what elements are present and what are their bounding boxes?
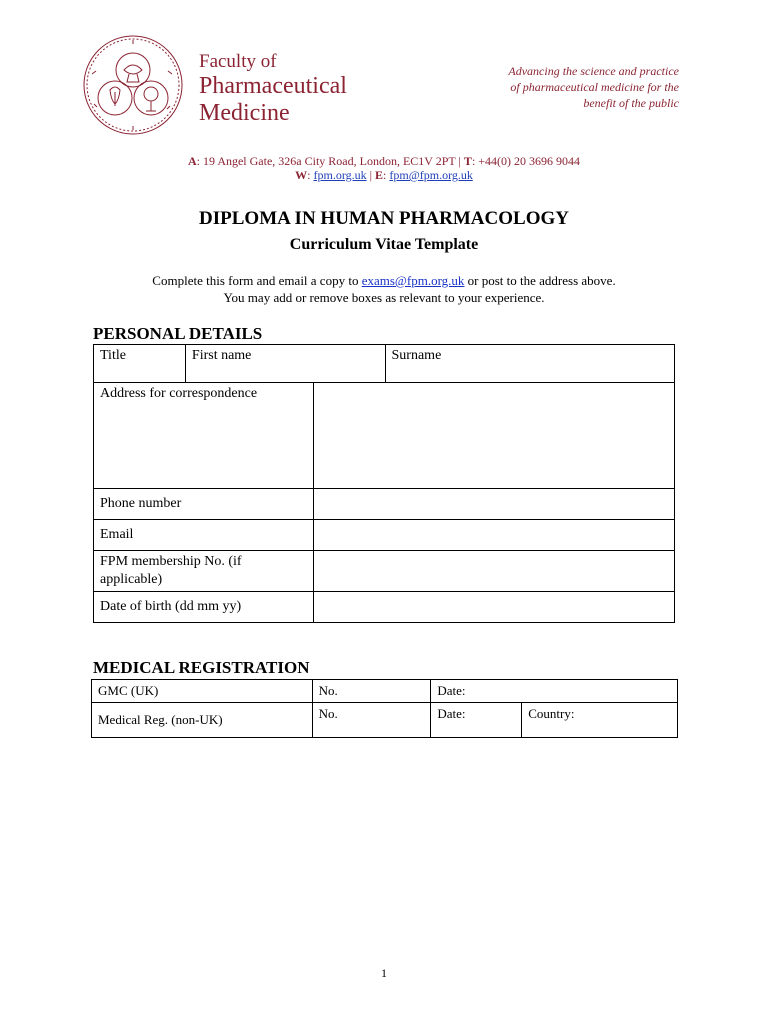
web-label: W [295,168,308,182]
gmc-date-cell[interactable]: Date: [431,680,678,703]
web-link[interactable]: fpm.org.uk [313,168,367,182]
phone-text: : +44(0) 20 3696 9044 [471,154,581,168]
email-label-cell: Email [94,520,314,551]
intro-suffix: or post to the address above. [464,273,616,288]
org-name [199,52,347,125]
email-label: E [375,168,384,182]
personal-details-table [93,344,675,623]
gmc-label-cell: GMC (UK) [92,680,313,703]
address-label: A [187,154,197,168]
phone-input-cell[interactable] [313,489,674,520]
email-separator: | [366,168,375,182]
exams-email-link[interactable]: exams@fpm.org.uk [361,273,465,288]
fpm-logo-emblem [80,34,186,136]
dob-label-cell: Date of birth (dd mm yy) [94,592,314,623]
non-uk-label-cell: Medical Reg. (non-UK) [92,703,313,738]
address-input-cell[interactable] [313,383,674,489]
org-name-line3: Medicine [199,100,290,126]
medical-registration-heading: MEDICAL REGISTRATION [93,658,310,677]
intro-line1 [0,273,768,289]
surname-cell: Surname [385,345,674,383]
dob-input-cell[interactable] [313,592,674,623]
page-number: 1 [381,966,387,980]
document-title: DIPLOMA IN HUMAN PHARMACOLOGY [199,208,569,229]
intro-prefix: Complete this form and email a copy to [152,273,362,288]
address-text: : 19 Angel Gate, 326a City Road, London, EC1V 2PT | [196,154,464,168]
non-uk-date-cell[interactable]: Date: [431,703,522,738]
medical-registration-table [91,679,678,738]
address-line [0,154,768,169]
gmc-no-cell[interactable]: No. [312,680,431,703]
document-subtitle: Curriculum Vitae Template [289,236,479,253]
email-input-cell[interactable] [313,520,674,551]
phone-label-cell: Phone number [94,489,314,520]
email-separator-2: : [383,168,390,182]
phone-label: T [463,154,472,168]
org-name-line2: Pharmaceutical [199,73,347,99]
email-link[interactable]: fpm@fpm.org.uk [389,168,473,182]
membership-label-cell: FPM membership No. (if applicable) [94,551,314,592]
tagline [440,63,679,111]
tagline-line3: benefit of the public [583,96,679,110]
web-separator: : [307,168,314,182]
title-cell: Title [94,345,186,383]
membership-input-cell[interactable] [313,551,674,592]
org-name-line1: Faculty of [199,51,277,72]
tagline-line2: of pharmaceutical medicine for the [510,80,679,94]
first-name-cell: First name [185,345,385,383]
tagline-line1: Advancing the science and practice [508,64,679,78]
non-uk-country-cell[interactable]: Country: [522,703,678,738]
address-label-cell: Address for correspondence [94,383,314,489]
non-uk-no-cell[interactable]: No. [312,703,431,738]
personal-details-heading: PERSONAL DETAILS [93,324,263,343]
intro-line2: You may add or remove boxes as relevant to your experience. [223,290,545,305]
web-email-line [0,168,768,183]
